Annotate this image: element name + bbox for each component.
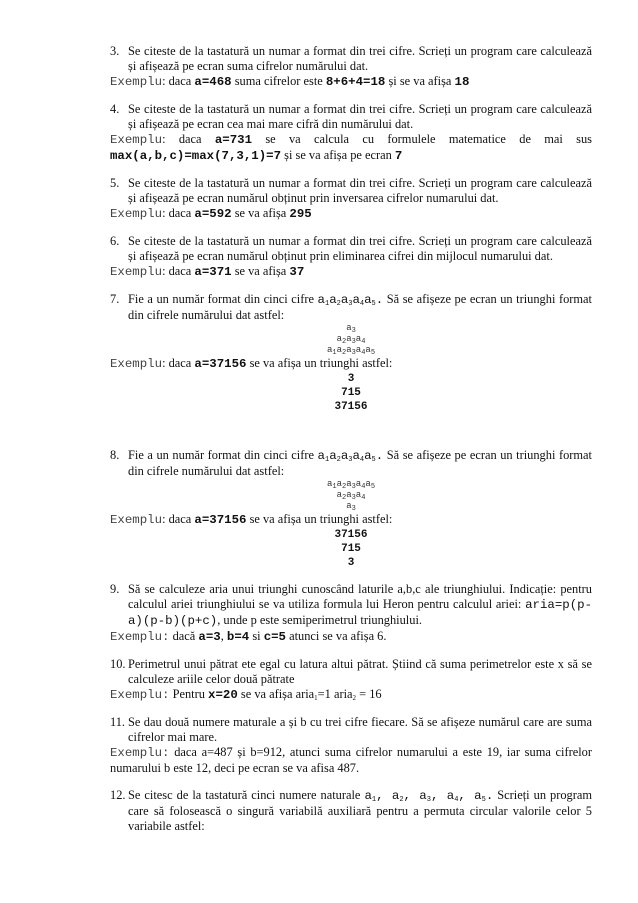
exercise-text: Se citesc de la tastatură cinci numere naturale bbox=[128, 788, 365, 802]
exercise-8 bbox=[110, 448, 592, 570]
exercise-7 bbox=[110, 292, 592, 414]
example-text: se va afișa un triunghi astfel: bbox=[246, 512, 393, 526]
result-row: 37156 bbox=[334, 401, 368, 413]
example-text: : daca bbox=[162, 264, 195, 278]
exercise-12 bbox=[110, 788, 592, 834]
example-text: suma cifrelor este bbox=[231, 74, 326, 88]
example-line bbox=[110, 687, 592, 703]
exercise-text: Se citeste de la tastatură un numar a format din trei cifre. Scrieți un program care calculează și afișează pe ecran numărul obținut prin eliminarea cifrei din mijlocul numarului dat. bbox=[128, 234, 592, 263]
example-value: max(a,b,c)=max(7,3,1)=7 bbox=[110, 149, 282, 163]
example-text: se va afișa un triunghi astfel: bbox=[246, 356, 393, 370]
exercise-text: Să se calculeze aria unui triunghi cunoscând laturile a,b,c ale triunghiului. Indicație: pentru calculul ariei triunghiului se va utiliza formula lui Heron pentru calculul ariei: bbox=[128, 582, 592, 611]
example-value: a=468 bbox=[194, 75, 232, 89]
example-text: = 16 bbox=[356, 687, 382, 701]
result-row: 715 bbox=[341, 543, 361, 555]
exercise-number: 6. bbox=[110, 234, 120, 248]
example-value: b=4 bbox=[226, 630, 250, 644]
exercise-5 bbox=[110, 176, 592, 222]
triangle-result bbox=[110, 528, 592, 570]
triangle-row: $a_2a_3a_4$ bbox=[336, 490, 366, 502]
exercise-number: 9. bbox=[110, 582, 120, 596]
exercise-text: Scrieți un program care să folosească o singură variabilă auxiliară pentru a permuta circular valorile celor 5 variabile astfel: bbox=[128, 788, 593, 833]
example-text: : daca bbox=[162, 512, 195, 526]
exercise-number: 7. bbox=[110, 292, 120, 306]
exercise-4 bbox=[110, 102, 592, 164]
triangle-row: $a_1a_2a_3a_4a_5$ bbox=[326, 479, 376, 491]
example-line bbox=[110, 74, 592, 90]
example-label: Exemplu bbox=[110, 357, 163, 371]
example-label: Exemplu bbox=[110, 75, 163, 89]
example-line bbox=[110, 745, 592, 776]
digit-sequence: $a_1a_2a_3a_4a_5$. bbox=[317, 293, 384, 308]
example-line bbox=[110, 206, 592, 222]
subscript: 2 bbox=[352, 694, 357, 702]
result-row: 715 bbox=[341, 387, 361, 399]
example-label: Exemplu bbox=[110, 207, 163, 221]
exercise-9 bbox=[110, 582, 592, 645]
triangle-row: $a_2a_3a_4$ bbox=[336, 334, 366, 346]
exercise-text: , unde p este semiperimetrul triunghiului. bbox=[217, 613, 422, 627]
exercise-text: Fie a un număr format din cinci cifre bbox=[128, 448, 318, 462]
digit-sequence: $a_1a_2a_3a_4a_5$. bbox=[317, 449, 384, 464]
example-line bbox=[110, 512, 592, 528]
example-value: 8+6+4=18 bbox=[325, 75, 386, 89]
exercise-number: 5. bbox=[110, 176, 120, 190]
example-text: si bbox=[249, 629, 264, 643]
example-text: se va afișa aria bbox=[237, 687, 315, 701]
exercise-page bbox=[110, 44, 592, 846]
result-row: 3 bbox=[347, 373, 355, 385]
triangle-pattern bbox=[110, 479, 592, 512]
example-label: Exemplu: bbox=[110, 746, 170, 760]
example-line bbox=[110, 629, 592, 645]
example-value: 37 bbox=[289, 265, 305, 279]
example-value: a=37156 bbox=[194, 357, 247, 371]
triangle-row: $a_3$ bbox=[346, 323, 356, 335]
exercise-text: Să se afișeze pe ecran un triunghi format din cifrele numărului dat astfel: bbox=[128, 448, 592, 478]
exercise-10 bbox=[110, 657, 592, 703]
variable-list: $a_1$, $a_2$, $a_3$, $a_4$, $a_5$. bbox=[364, 789, 494, 804]
exercise-text: Se citeste de la tastatură un numar a format din trei cifre. Scrieți un program care calculează și afișează pe ecran suma cifrelor numărului dat. bbox=[128, 44, 592, 73]
example-label: Exemplu bbox=[110, 265, 163, 279]
example-text: atunci se va afișa 6. bbox=[286, 629, 387, 643]
example-text: și se va afișa pe ecran bbox=[281, 148, 395, 162]
exercise-number: 12. bbox=[110, 788, 126, 802]
example-value: 7 bbox=[394, 149, 403, 163]
example-value: a=3 bbox=[198, 630, 221, 644]
exercise-text: Se dau două numere maturale a și b cu trei cifre fiecare. Să se afișeze numărul care are suma cifrelor mai mare. bbox=[128, 715, 592, 744]
example-value: a=592 bbox=[194, 207, 232, 221]
example-text: și se va afișa bbox=[385, 74, 455, 88]
heron-formula: aria=p(p-a)(p-b)(p+c) bbox=[128, 598, 592, 628]
example-line bbox=[110, 264, 592, 280]
example-text: Pentru bbox=[169, 687, 209, 701]
exercise-number: 8. bbox=[110, 448, 120, 462]
example-line bbox=[110, 132, 592, 164]
example-text: daca a=487 și b=912, atunci suma cifrelor numarului a este 19, iar suma cifrelor numarului b este 12, deci pe ecran se va afisa 487. bbox=[110, 745, 592, 775]
example-text: se va calcula cu formulele matematice de mai sus bbox=[252, 132, 592, 146]
exercise-number: 11. bbox=[110, 715, 126, 729]
example-label: Exemplu: bbox=[110, 688, 170, 702]
example-value: 295 bbox=[289, 207, 312, 221]
example-value: a=371 bbox=[194, 265, 232, 279]
example-label: Exemplu bbox=[110, 513, 163, 527]
exercise-3 bbox=[110, 44, 592, 90]
exercise-text: Se citeste de la tastatură un numar a format din trei cifre. Scrieți un program care calculează și afișează pe ecran numărul obținut prin inversarea cifrelor numarului dat. bbox=[128, 176, 592, 205]
result-row: 37156 bbox=[334, 529, 368, 541]
example-text: : daca bbox=[162, 356, 195, 370]
example-value: c=5 bbox=[263, 630, 286, 644]
exercise-text: Se citeste de la tastatură un numar a format din trei cifre. Scrieți un program care calculează și afișează pe ecran cea mai mare cifră din numărului dat. bbox=[128, 102, 592, 131]
example-value: x=20 bbox=[208, 688, 238, 702]
example-text: se va afișa bbox=[231, 264, 290, 278]
exercise-number: 10. bbox=[110, 657, 126, 671]
subscript: 1 bbox=[314, 694, 318, 702]
exercise-6 bbox=[110, 234, 592, 280]
example-text: : daca bbox=[162, 74, 195, 88]
example-value: 18 bbox=[454, 75, 470, 89]
exercise-text: Să se afișeze pe ecran un triunghi format din cifrele numărului dat astfel: bbox=[128, 292, 592, 322]
exercise-text: Fie a un număr format din cinci cifre bbox=[128, 292, 318, 306]
result-row: 3 bbox=[347, 557, 355, 569]
example-value: a=37156 bbox=[194, 513, 247, 527]
example-text: : daca bbox=[162, 132, 215, 146]
example-label: Exemplu bbox=[110, 133, 163, 147]
exercise-text: Perimetrul unui pătrat ete egal cu latura altui pătrat. Știind că suma perimetrelor este x să se calculeze ariile celor două pătrate bbox=[128, 657, 592, 686]
exercise-number: 4. bbox=[110, 102, 120, 116]
example-text: , bbox=[220, 629, 227, 643]
example-text: dacă bbox=[169, 629, 199, 643]
example-text: : daca bbox=[162, 206, 195, 220]
triangle-pattern bbox=[110, 323, 592, 356]
example-value: a=731 bbox=[214, 133, 253, 147]
exercise-11 bbox=[110, 715, 592, 776]
exercise-number: 3. bbox=[110, 44, 120, 58]
example-label: Exemplu: bbox=[110, 630, 170, 644]
triangle-row: $a_3$ bbox=[346, 501, 356, 513]
triangle-result bbox=[110, 372, 592, 414]
triangle-row: $a_1a_2a_3a_4a_5$ bbox=[326, 345, 376, 357]
example-line bbox=[110, 356, 592, 372]
example-text: se va afișa bbox=[231, 206, 290, 220]
example-text: =1 aria bbox=[317, 687, 353, 701]
